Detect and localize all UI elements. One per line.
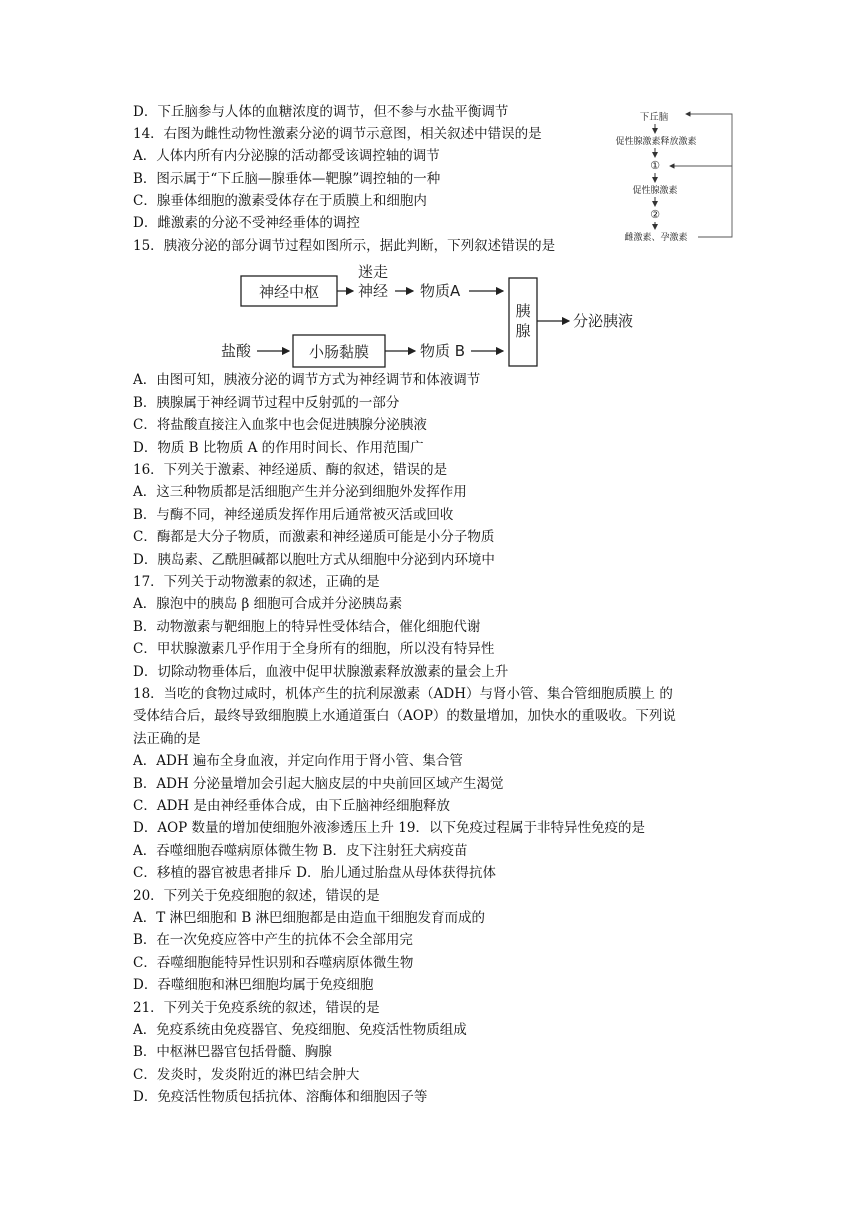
node-2-label: ② <box>650 208 660 221</box>
text-line: D．切除动物垂体后，血液中促甲状腺激素释放激素的量会上升 <box>133 664 509 680</box>
node-1-label: ① <box>650 159 660 172</box>
text-line: 16．下列关于激素、神经递质、酶的叙述，错误的是 <box>133 462 448 478</box>
text-line: B．动物激素与靶细胞上的特异性受体结合，催化细胞代谢 <box>133 619 481 635</box>
text-line: C．甲状腺激素几乎作用于全身所有的细胞，所以没有特异性 <box>133 641 495 657</box>
text-line: A．免疫系统由免疫器官、免疫细胞、免疫活性物质组成 <box>133 1022 467 1038</box>
text-line: A．人体内所有内分泌腺的活动都受该调控轴的调节 <box>133 148 440 164</box>
text-line: D．下丘脑参与人体的血糖浓度的调节，但不参与水盐平衡调节 <box>133 104 509 120</box>
text-line: D．物质 B 比物质 A 的作用时间长、作用范围广 <box>133 440 424 456</box>
intestine-label: 小肠黏膜 <box>308 343 370 361</box>
text-line: D．吞噬细胞和淋巴细胞均属于免疫细胞 <box>133 977 374 993</box>
text-line: 法正确的是 <box>133 731 201 747</box>
estrogen-label: 雌激素、孕激素 <box>624 233 688 243</box>
vagus-label: 神经 <box>357 282 389 300</box>
pancreas-secretion-diagram <box>215 258 685 370</box>
gonadotropin-label: 促性腺激素 <box>632 186 678 196</box>
text-line: B．图示属于“下丘脑—腺垂体—靶腺”调控轴的一种 <box>133 171 441 187</box>
text-line: C．腺垂体细胞的激素受体存在于质膜上和细胞内 <box>133 193 427 209</box>
text-line: B．胰腺属于神经调节过程中反射弧的一部分 <box>133 395 400 411</box>
text-line: C．吞噬细胞能特异性识别和吞噬病原体微生物 <box>133 955 414 971</box>
text-line: C．移植的器官被患者排斥 D．胎儿通过胎盘从母体获得抗体 <box>133 865 496 881</box>
text-line: B．在一次免疫应答中产生的抗体不会全部用完 <box>133 932 413 948</box>
hormone-axis-diagram <box>598 104 738 244</box>
feedback-line <box>686 114 732 237</box>
text-line: C．酶都是大分子物质，而激素和神经递质可能是小分子物质 <box>133 529 495 545</box>
pancreas-label: 腺 <box>515 322 531 340</box>
text-line: B．与酶不同，神经递质发挥作用后通常被灭活或回收 <box>133 507 454 523</box>
text-line: D．AOP 数量的增加使细胞外液渗透压上升 19．以下免疫过程属于非特异性免疫的是 <box>133 820 645 836</box>
text-line: A．吞噬细胞吞噬病原体微生物 B．皮下注射狂犬病疫苗 <box>133 843 468 859</box>
text-line: D．免疫活性物质包括抗体、溶酶体和细胞因子等 <box>133 1089 428 1105</box>
vagus-label: 迷走 <box>357 263 389 281</box>
nerve-center-label: 神经中枢 <box>258 283 320 301</box>
text-line: 20．下列关于免疫细胞的叙述，错误的是 <box>133 888 380 904</box>
text-line: B．中枢淋巴器官包括骨髓、胸腺 <box>133 1044 332 1060</box>
output-label: 分泌胰液 <box>573 312 634 330</box>
text-line: A．这三种物质都是活细胞产生并分泌到细胞外发挥作用 <box>133 484 467 500</box>
text-line: C．将盐酸直接注入血浆中也会促进胰腺分泌胰液 <box>133 417 427 433</box>
text-line: A．腺泡中的胰岛 β 细胞可合成并分泌胰岛素 <box>133 596 403 612</box>
text-line: A．ADH 遍布全身血液，并定向作用于肾小管、集合管 <box>133 753 463 769</box>
text-line: D．雌激素的分泌不受神经垂体的调控 <box>133 215 360 231</box>
text-line: D．胰岛素、乙酰胆碱都以胞吐方式从细胞中分泌到内环境中 <box>133 552 495 568</box>
text-line: 21．下列关于免疫系统的叙述，错误的是 <box>133 1000 380 1016</box>
acid-label: 盐酸 <box>221 342 252 360</box>
text-line: 受体结合后，最终导致细胞膜上水通道蛋白（AOP）的数量增加，加快水的重吸收。下列说 <box>133 708 676 724</box>
text-line: C．发炎时，发炎附近的淋巴结会肿大 <box>133 1067 360 1083</box>
substance-a-label: 物质A <box>420 282 461 300</box>
text-line: 17．下列关于动物激素的叙述，正确的是 <box>133 574 380 590</box>
text-line: 18．当吃的食物过咸时，机体产生的抗利尿激素（ADH）与肾小管、集合管细胞质膜上 的 <box>133 686 673 702</box>
text-line: 15．胰液分泌的部分调节过程如图所示，据此判断，下列叙述错误的是 <box>133 238 556 254</box>
hypothalamus-label: 下丘脑 <box>639 112 669 123</box>
text-line: A．T 淋巴细胞和 B 淋巴细胞都是由造血干细胞发育而成的 <box>133 910 486 926</box>
text-line: A．由图可知，胰液分泌的调节方式为神经调节和体液调节 <box>133 372 481 388</box>
text-line: B．ADH 分泌量增加会引起大脑皮层的中央前回区域产生渴觉 <box>133 776 504 792</box>
pancreas-label: 胰 <box>515 302 531 320</box>
text-line: C．ADH 是由神经垂体合成，由下丘脑神经细胞释放 <box>133 798 450 814</box>
text-line: 14．右图为雌性动物性激素分泌的调节示意图，相关叙述中错误的是 <box>133 126 542 142</box>
gnrh-label: 促性腺激素释放激素 <box>615 137 697 147</box>
substance-b-label: 物质 B <box>420 342 466 360</box>
